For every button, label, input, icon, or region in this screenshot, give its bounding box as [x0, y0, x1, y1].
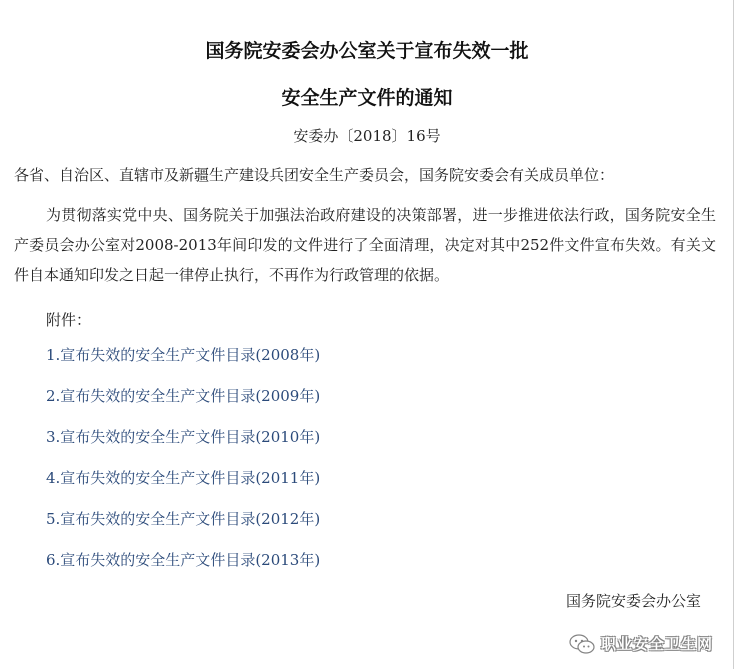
watermark [569, 633, 713, 654]
main-paragraph: 为贯彻落实党中央、国务院关于加强法治政府建设的决策部署，进一步推进依法行政，国务院安全生产委员会办公室对2008-2013年间印发的文件进行了全面清理，决定对其中252件文件宣布失效。有关文件自本通知印发之日起一律停止执行，不再作为行政管理的依据。 [14, 206, 716, 284]
attachment-link-2009[interactable]: 2.宣布失效的安全生产文件目录(2009年) [46, 387, 321, 405]
wechat-icon [569, 634, 595, 654]
document-number: 安委办〔2018〕16号 [293, 127, 441, 145]
watermark-text: 职业安全卫生网 [600, 635, 713, 653]
attachment-list [46, 340, 320, 586]
attachment-link-2011[interactable]: 4.宣布失效的安全生产文件目录(2011年) [46, 469, 321, 487]
attachment-link-2008[interactable]: 1.宣布失效的安全生产文件目录(2008年) [46, 346, 321, 364]
signature: 国务院安委会办公室 [565, 592, 701, 610]
page-subtitle: 安全生产文件的通知 [281, 87, 453, 109]
page-title: 国务院安委会办公室关于宣布失效一批 [205, 40, 529, 62]
salutation: 各省、自治区、直辖市及新疆生产建设兵团安全生产委员会，国务院安委会有关成员单位： [14, 166, 615, 184]
attachment-link-2013[interactable]: 6.宣布失效的安全生产文件目录(2013年) [46, 551, 321, 569]
attachments-heading: 附件： [46, 311, 92, 329]
attachment-link-2012[interactable]: 5.宣布失效的安全生产文件目录(2012年) [46, 510, 321, 528]
attachment-link-2010[interactable]: 3.宣布失效的安全生产文件目录(2010年) [46, 428, 321, 446]
